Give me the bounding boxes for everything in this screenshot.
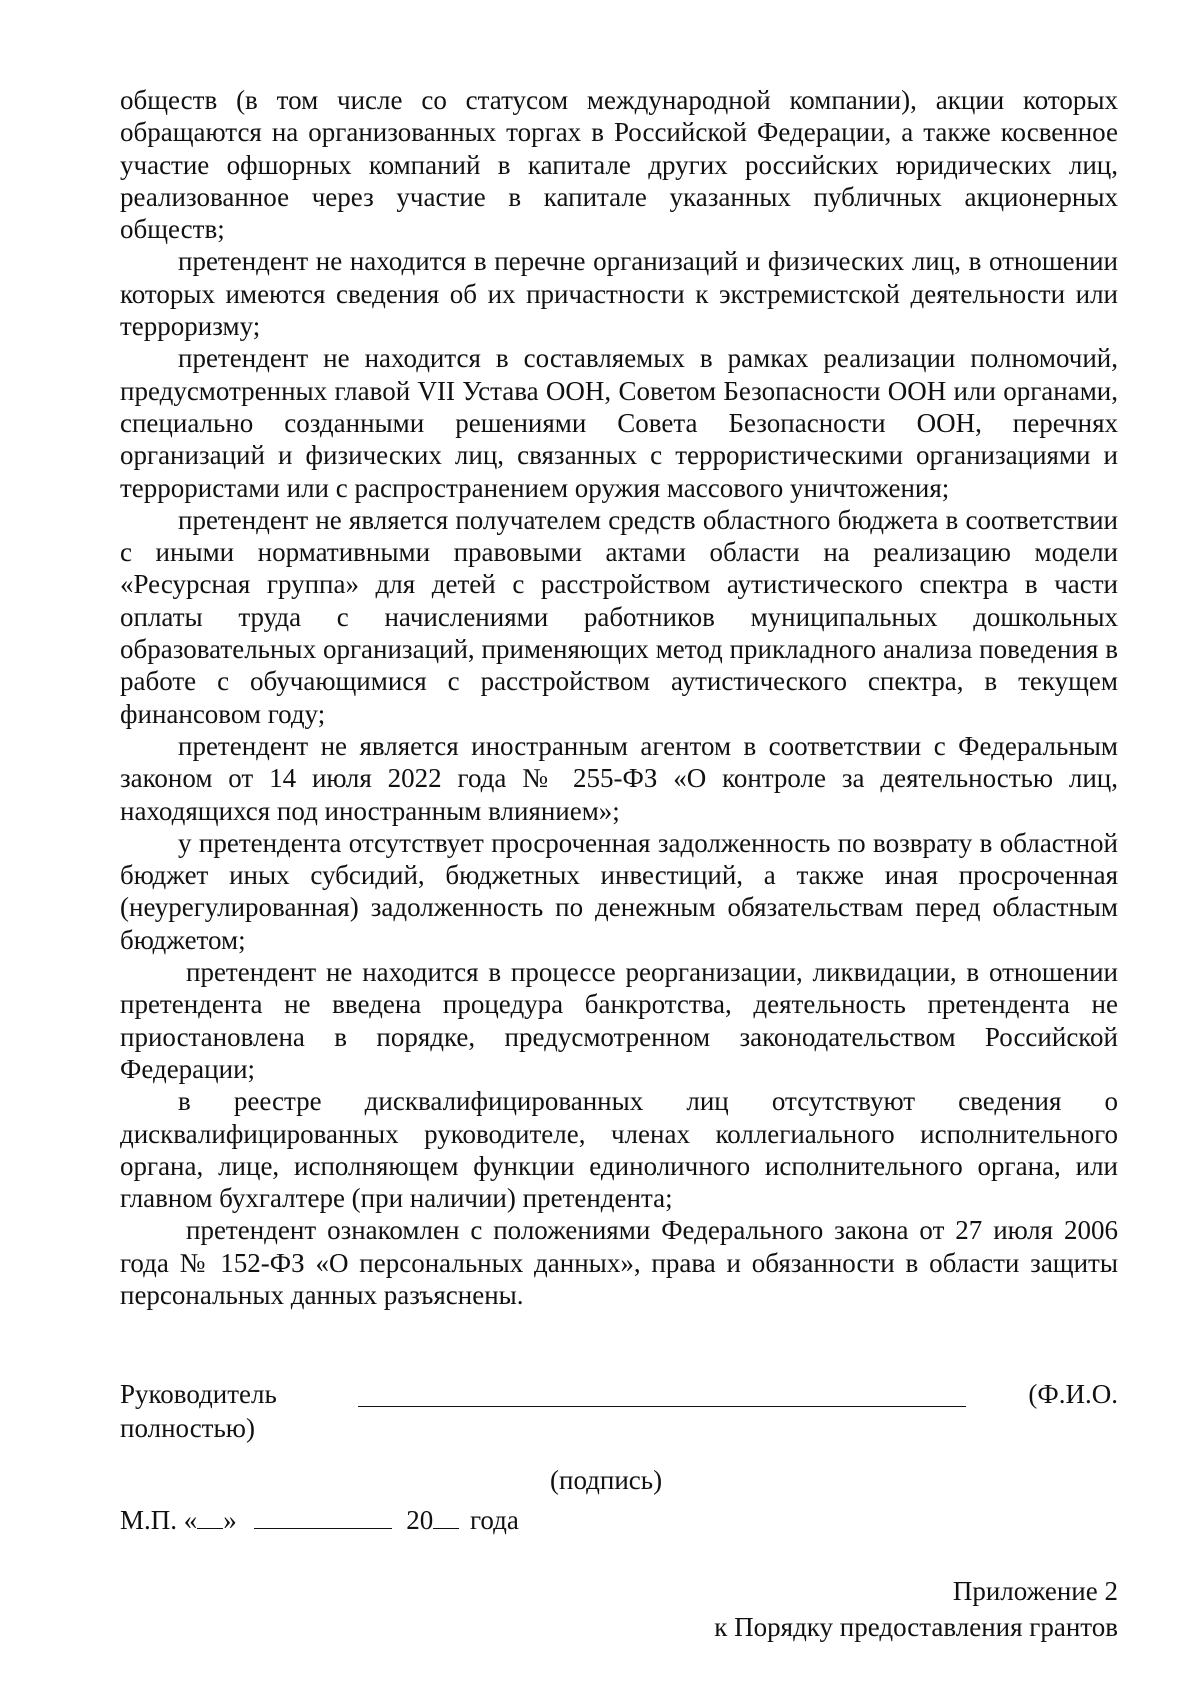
- fio-continuation: полностью): [120, 1413, 255, 1443]
- year-blank: [433, 1502, 459, 1529]
- paragraph-un-sanctions: претендент не находится в составляемых в рамках реализации полномочий, предусмотренных главой VII Устава ООН, Советом Безопасности ООН или органами, специально созданными решениями Совета Безопасности ООН, перечнях организаций и физических лиц, связанных с террористическими организациями и террористами или с распространением оружия массового уничтожения;: [120, 343, 1118, 503]
- appendix-number: Приложение 2: [952, 1576, 1118, 1606]
- paragraph-reorganization: претендент не находится в процессе реорганизации, ликвидации, в отношении претендента не введена процедура банкротства, деятельность претендента не приостановлена в порядке, предусмотренном законодательством Российской Федерации;: [120, 957, 1118, 1084]
- head-label: Руководитель: [120, 1379, 277, 1409]
- podpis-label: (подпись): [550, 1465, 663, 1495]
- mp-label: М.П. «: [120, 1505, 198, 1535]
- appendix-heading: [714, 1573, 1118, 1645]
- document-body: [120, 84, 1118, 1311]
- paragraph-disqualified-registry: в реестре дисквалифицированных лиц отсутствуют сведения о дисквалифицированных руководителе, членах коллегиального исполнительного органа, лице, исполняющем функции единоличного исполнительного органа, или главном бухгалтере (при наличии) претендента;: [120, 1086, 1118, 1214]
- paragraph-budget-recipient: претендент не является получателем средств областного бюджета в соответствии с иными нормативными правовыми актами области на реализацию модели «Ресурсная группа» для детей с расстройством аутистического спектра в части оплаты труда с начислениями работников муниципальных дошкольных образовательных организаций, применяющих метод прикладного анализа поведения в работе с обучающимися с расстройством аутистического спектра, в текущем финансовом году;: [120, 504, 1118, 729]
- paragraph-extremism-list: претендент не находится в перечне организаций и физических лиц, в отношении которых имеются сведения об их причастности к экстремистской деятельности или терроризму;: [120, 246, 1118, 342]
- month-blank: [254, 1502, 392, 1529]
- paragraph-foreign-agent: претендент не является иностранным агентом в соответствии с Федеральным законом от 14 июля 2022 года № 255-ФЗ «О контроле за деятельностью лиц, находящихся под иностранным влиянием»;: [120, 730, 1118, 826]
- paragraph-personal-data: претендент ознакомлен с положениями Федерального закона от 27 июля 2006 года № 152-ФЗ «О персональных данных», права и обязанности в области защиты персональных данных разъяснены.: [120, 1215, 1118, 1310]
- appendix-reference: к Порядку предоставления грантов: [714, 1612, 1118, 1642]
- signature-line: [358, 1406, 966, 1407]
- signature-row: [120, 1378, 1118, 1412]
- signature-block: [120, 1378, 1118, 1535]
- year-suffix: года: [470, 1505, 519, 1535]
- year-prefix: 20: [406, 1505, 434, 1535]
- paragraph-public-companies: обществ (в том числе со статусом международной компании), акции которых обращаются на организованных торгах в Российской Федерации, а также косвенное участие офшорных компаний в капитале других российских юридических лиц, реализованное через участие в капитале указанных публичных акционерных обществ;: [120, 85, 1118, 245]
- stamp-date-row: [120, 1502, 519, 1536]
- day-blank: [197, 1502, 223, 1529]
- quote-close: »: [223, 1505, 237, 1535]
- paragraph-debt: у претендента отсутствует просроченная задолженность по возврату в областной бюджет иных субсидий, бюджетных инвестиций, а также иная просроченная (неурегулированная) задолженность по денежным обязательствам перед областным бюджетом;: [120, 827, 1118, 955]
- fio-label: (Ф.И.О.: [1028, 1379, 1118, 1409]
